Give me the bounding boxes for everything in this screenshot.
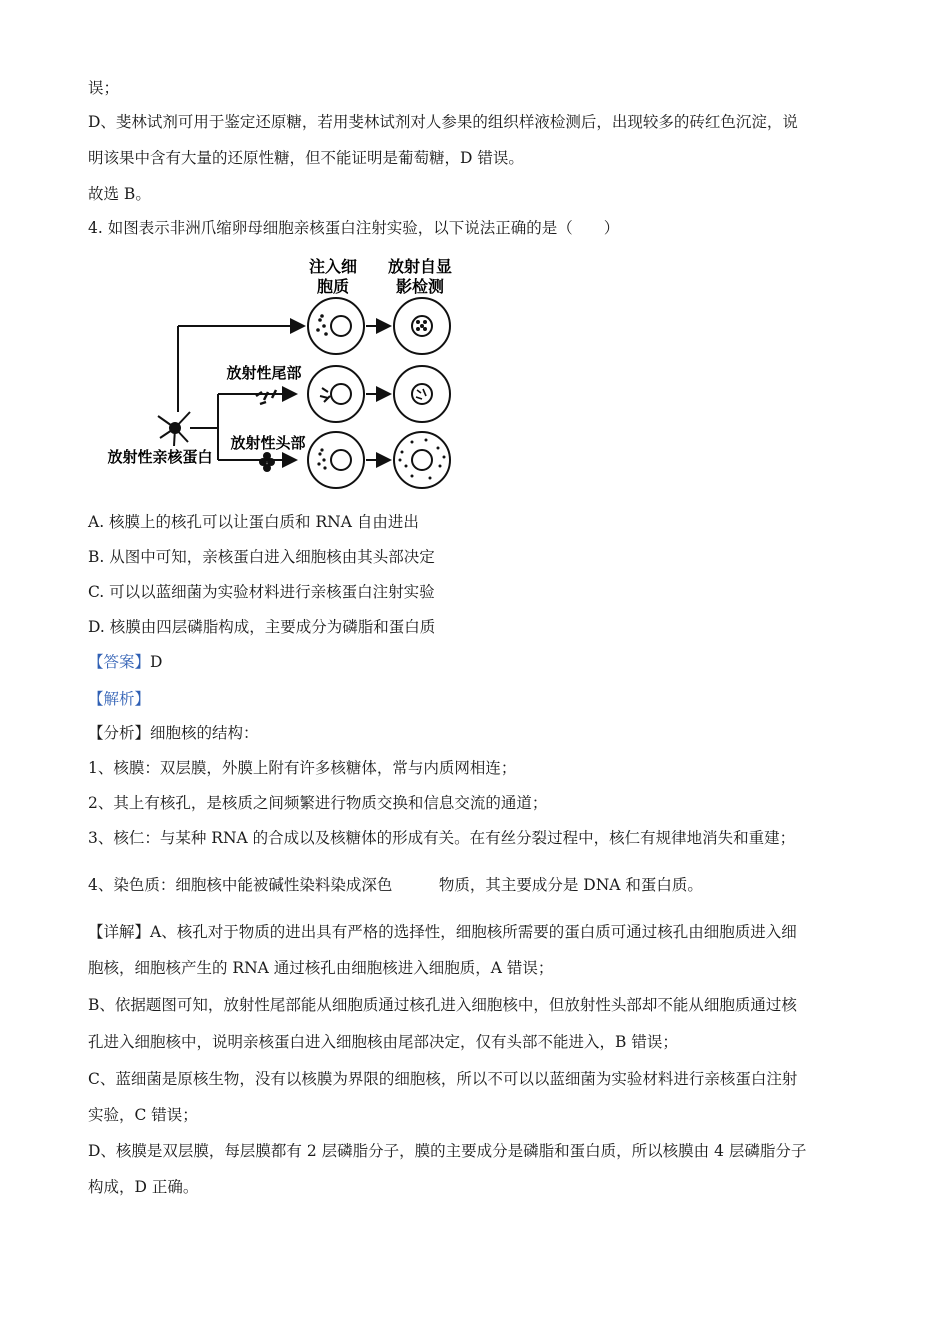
head-label: 放射性头部 [230, 434, 306, 452]
intro-line: 明该果中含有大量的还原性糖，但不能证明是葡萄糖，D 错误。 [88, 149, 524, 167]
analysis-tag: 【解析】 [88, 690, 151, 708]
analysis-line [88, 689, 150, 709]
detail-text: A、核孔对于物质的进出具有严格的选择性，细胞核所需要的蛋白质可通过核孔由细胞质进入细 [150, 923, 797, 941]
point-line: 2、其上有核孔，是核质之间频繁进行物质交换和信息交流的通道； [88, 794, 548, 812]
col-header-autoradio: 影检测 [395, 277, 445, 296]
cell-inject-row1-dots [316, 314, 328, 336]
cell-detect-row3 [394, 432, 450, 488]
answer-line [88, 652, 162, 672]
cell-inject-row3 [308, 432, 364, 488]
cell-detect-row3-dots [399, 439, 446, 480]
point-line: 1、核膜：双层膜，外膜上附有许多核糖体，常与内质网相连； [88, 759, 517, 777]
nuclear-protein-diagram [100, 252, 470, 502]
answer-value: D [150, 653, 163, 671]
intro-line: 故选 B。 [88, 185, 151, 203]
detail-tag: 【详解】 [88, 923, 151, 941]
tail-label: 放射性尾部 [226, 364, 302, 382]
option-b: B. 从图中可知，亲核蛋白进入细胞核由其头部决定 [88, 548, 435, 566]
detail-line: B、依据题图可知，放射性尾部能从细胞质通过核孔进入细胞核中，但放射性头部却不能从细胞质通过核 [88, 996, 797, 1014]
tail-fragments-icon [256, 390, 276, 404]
point-line: 4、染色质：细胞核中能被碱性染料染成深色 物质，其主要成分是 DNA 和蛋白质。 [88, 876, 703, 894]
option-c: C. 可以以蓝细菌为实验材料进行亲核蛋白注射实验 [88, 583, 435, 601]
head-fragment-icon [259, 452, 275, 472]
detail-line: 实验，C 错误； [88, 1106, 198, 1124]
point-line: 3、核仁：与某种 RNA 的合成以及核糖体的形成有关。在有丝分裂过程中，核仁有规律地消失和重建； [88, 829, 796, 847]
cell-detect-row2-nucleus-marks [416, 389, 426, 399]
cell-inject-row3-dots [317, 448, 326, 469]
detail-line: C、蓝细菌是原核生物，没有以核膜为界限的细胞核，所以不可以以蓝细菌为实验材料进行亲核蛋白注射 [88, 1070, 798, 1088]
fenxi-text: 细胞核的结构： [150, 724, 259, 742]
radioactive-nuclear-protein-icon [158, 412, 190, 446]
intro-line: D、斐林试剂可用于鉴定还原糖，若用斐林试剂对人参果的组织样液检测后，出现较多的砖红色沉淀，说 [88, 113, 798, 131]
option-a: A. 核膜上的核孔可以让蛋白质和 RNA 自由进出 [88, 513, 419, 531]
detail-line: 构成，D 正确。 [88, 1178, 199, 1196]
option-d: D. 核膜由四层磷脂构成，主要成分为磷脂和蛋白质 [88, 618, 436, 636]
detail-line: D、核膜是双层膜，每层膜都有 2 层磷脂分子，膜的主要成分是磷脂和蛋白质，所以核膜由 4 层磷脂分子 [88, 1142, 807, 1160]
col-header-autoradio: 放射自显 [387, 257, 453, 276]
cell-inject-row2-tails [320, 388, 330, 402]
detail-line: 孔进入细胞核中，说明亲核蛋白进入细胞核由尾部决定，仅有头部不能进入，B 错误； [88, 1033, 678, 1051]
answer-tag: 【答案】 [88, 653, 151, 671]
col-header-inject: 胞质 [316, 277, 350, 296]
cell-detect-row1-nucleus-dots [416, 320, 427, 331]
cell-inject-row2 [308, 366, 364, 422]
col-header-inject: 注入细 [308, 257, 358, 276]
fenxi-tag: 【分析】 [88, 724, 151, 742]
cell-inject-row1 [308, 298, 364, 354]
protein-label: 放射性亲核蛋白 [107, 448, 213, 466]
intro-line: 误； [88, 79, 120, 97]
fenxi-line [88, 723, 259, 743]
cell-detect-row2 [394, 366, 450, 422]
detail-line [88, 922, 797, 942]
question-stem: 4. 如图表示非洲爪缩卵母细胞亲核蛋白注射实验，以下说法正确的是（ ） [88, 219, 620, 237]
detail-line: 胞核，细胞核产生的 RNA 通过核孔由细胞核进入细胞质，A 错误； [88, 959, 554, 977]
